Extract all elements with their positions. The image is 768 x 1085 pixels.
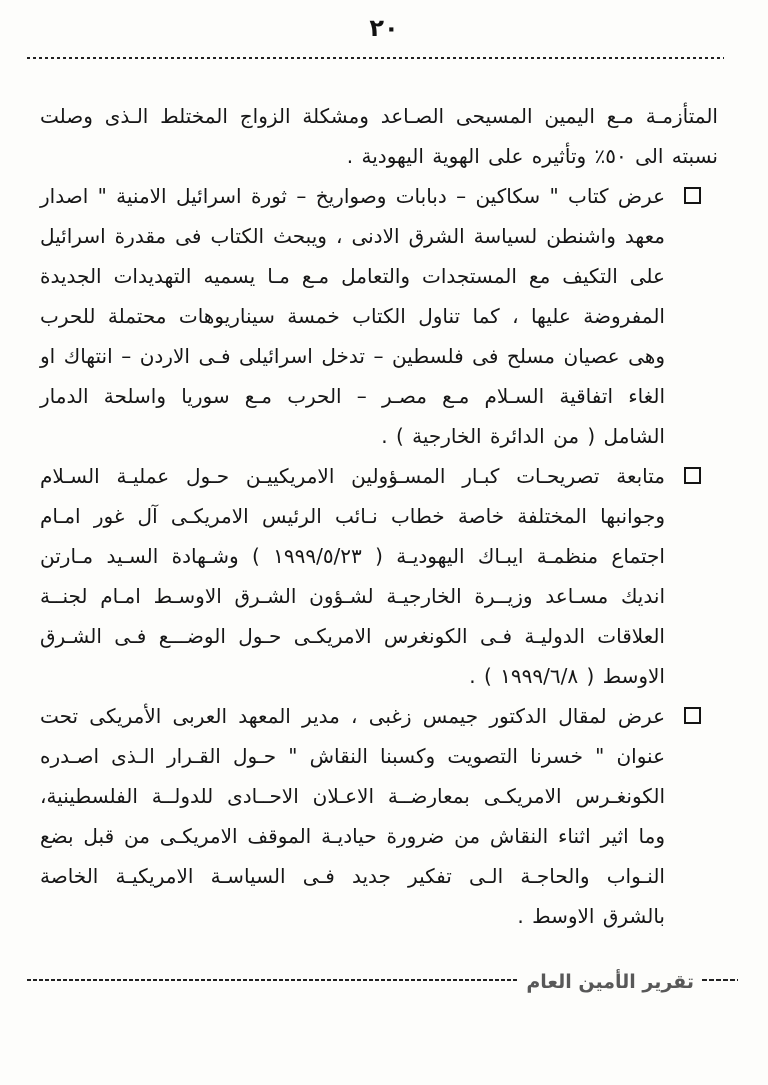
intro-paragraph: المتأزمـة مـع اليمين المسيحى الصـاعد ومشكلة الزواج المختلط الـذى وصلت نسبته الى ٥٠٪ وتأثيره على الهوية اليهودية . (40, 104, 718, 168)
bullet-square-icon (684, 707, 701, 724)
bullet-text: عرض لمقال الدكتور جيمس زغبى ، مدير المعهد العربى الأمريكى تحت عنوان " خسرنا التصويت وكسبنا النقاش " حـول القـرار الـذى اصـدره الكونغـرس الامريكـى بمعارضــة الاعـلان الاحــادى للدولــة الفلسطينية، وما اثير اثناء النقاش من ضرورة حياديـة الموقف الامريكـى من قبل بضع النـواب والحاجـة الـى تفكير جديد فـى السياسـة الامريكيـة الخاصة بالشرق الاوسط . (40, 704, 665, 928)
header-divider (27, 57, 724, 59)
document-body (40, 96, 718, 936)
bullet-item (40, 176, 665, 456)
bullet-text: عرض كتاب " سكاكين – دبابات وصواريخ – ثورة اسرائيل الامنية " اصدار معهد واشنطن لسياسة الشرق الادنى ، ويبحث الكتاب فى مقدرة اسرائيل على التكيف مع المستجدات والتعامل مـع مـا يسميه التهديدات الجديدة المفروضة عليها ، كما تناول الكتاب خمسة سيناريوهات محتملة للحرب وهى عصيان مسلح فى فلسطين – تدخل اسرائيلى فـى الاردن – انتهاك او الغاء اتفاقية السـلام مـع مصـر – الحرب مـع سوريا واسلحة الدمار الشامل ( من الدائرة الخارجية ) . (40, 184, 665, 448)
page-number: ٢٠ (369, 14, 399, 42)
bullet-item (40, 456, 665, 696)
bullet-square-icon (684, 467, 701, 484)
bullet-item (40, 696, 665, 936)
bullet-text: متابعة تصريحـات كبـار المسـؤولين الامريكييـن حـول عمليـة السـلام وجوانبها المختلفة خاصة خطاب نـائب الرئيس الامريكـى آل غور امـام اجتماع منظمـة ايبـاك اليهوديـة ( ١٩٩٩/٥/٢٣ ) وشـهادة السـيد مـارتن انديك مسـاعد وزيــرة الخارجيـة لشـؤون الشـرق الاوسـط امـام لجنــة العلاقات الدوليـة فـى الكونغرس الامريكـى حـول الوضـــع فـى الشـرق الاوسط ( ١٩٩٩/٦/٨ ) . (40, 464, 665, 688)
bullet-square-icon (684, 187, 701, 204)
page-footer (27, 960, 738, 1000)
footer-divider (27, 979, 518, 981)
footer-short-dash (702, 979, 738, 981)
footer-stamp-label: تقرير الأمين العام (526, 971, 694, 993)
